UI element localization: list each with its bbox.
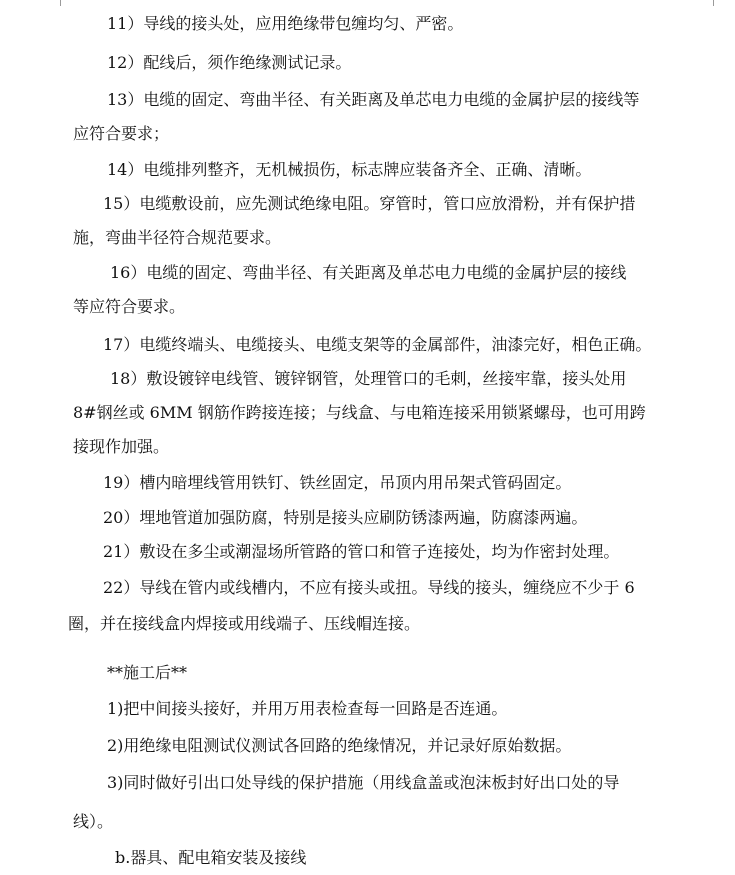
list-item-18-line-2: 8#钢丝或 6MM 钢筋作跨接连接；与线盒、与电箱连接采用锁紧螺母，也可用跨 [73,403,646,422]
step-item-1: 1)把中间接头接好，并用万用表检查每一回路是否连通。 [107,699,508,718]
page-margin-mark-left [60,0,61,6]
list-item-15-line-2: 施，弯曲半径符合规范要求。 [73,228,282,247]
list-item-18-line-3: 接现作加强。 [73,437,170,456]
list-item-19: 19）槽内暗埋线管用铁钉、铁丝固定，吊顶内用吊架式管码固定。 [103,473,572,492]
step-item-2: 2)用绝缘电阻测试仪测试各回路的绝缘情况，并记录好原始数据。 [107,736,572,755]
list-item-18-line-1: 18）敷设镀锌电线管、镀锌钢管，处理管口的毛刺，丝接牢靠，接头处用 [110,369,627,388]
step-item-3-line-1: 3)同时做好引出口处导线的保护措施（用线盒盖或泡沫板封好出口处的导 [107,773,620,792]
list-item-13-line-1: 13）电缆的固定、弯曲半径、有关距离及单芯电力电缆的金属护层的接线等 [107,90,640,109]
list-item-12: 12）配线后，须作绝缘测试记录。 [107,53,352,72]
list-item-16-line-2: 等应符合要求。 [73,297,186,316]
subsection-heading-b: b.器具、配电箱安装及接线 [115,848,307,867]
list-item-15-line-1: 15）电缆敷设前，应先测试绝缘电阻。穿管时，管口应放滑粉，并有保护措 [103,194,636,213]
list-item-11: 11）导线的接头处，应用绝缘带包缠均匀、严密。 [107,14,464,33]
list-item-20: 20）埋地管道加强防腐，特别是接头应刷防锈漆两遍，防腐漆两遍。 [103,508,588,527]
list-item-16-line-1: 16）电缆的固定、弯曲半径、有关距离及单芯电力电缆的金属护层的接线 [110,263,627,282]
list-item-14: 14）电缆排列整齐，无机械损伤，标志牌应装备齐全、正确、清晰。 [107,160,592,179]
list-item-13-line-2: 应符合要求； [73,124,170,143]
list-item-22-line-1: 22）导线在管内或线槽内，不应有接头或扭。导线的接头，缠绕应不少于 6 [103,578,635,597]
list-item-21: 21）敷设在多尘或潮湿场所管路的管口和管子连接处，均为作密封处理。 [103,542,620,561]
list-item-17: 17）电缆终端头、电缆接头、电缆支架等的金属部件，油漆完好，相色正确。 [103,335,652,354]
step-item-3-line-2: 线）。 [73,812,114,831]
page-margin-mark-right [713,0,714,6]
section-heading-after-construction: **施工后** [107,663,188,682]
list-item-22-line-2: 圈，并在接线盒内焊接或用线端子、压线帽连接。 [68,614,421,633]
